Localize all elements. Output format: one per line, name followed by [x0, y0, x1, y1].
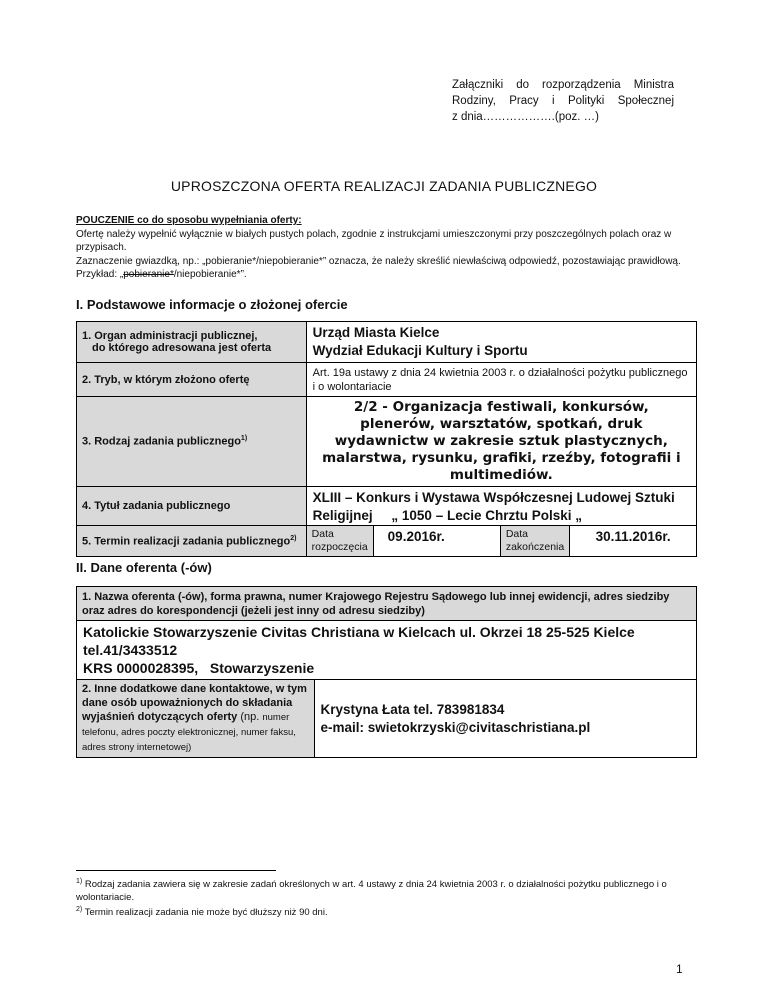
table-row: [77, 587, 697, 621]
section-2-title: II. Dane oferenta (-ów): [76, 560, 212, 575]
table-row: [77, 397, 697, 487]
task-type-label: 3. Rodzaj zadania publicznego$^{1)}$: [77, 397, 307, 487]
task-title-value: XLIII – Konkurs i Wystawa Współczesnej Ludowej Sztuki Religijnej „ 1050 – Lecie Chrztu Polski „: [306, 487, 696, 526]
footnote-1: $^{1)}$ Rodzaj zadania zawiera się w zakresie zadań określonych w art. 4 ustawy z dnia 24 kwietnia 2003 r. o działalności pożytku publicznego i o wolontariacie.: [76, 878, 667, 903]
mode-label: 2. Tryb, w którym złożono ofertę: [77, 363, 307, 397]
offeror-table: [76, 586, 697, 758]
annex-note-line-3: z dnia……………….(poz. …): [452, 111, 599, 123]
page-number: 1: [676, 962, 683, 976]
strikethrough-example: pobieranie*: [123, 269, 174, 280]
table-row: [77, 526, 697, 557]
instructions-paragraph-2: Zaznaczenie gwiazdką, np.: „pobieranie*/niepobieranie*” oznacza, że należy skreślić niewłaściwą odpowiedź, pozostawiając prawidłową. Przykład: „pobieranie*/niepobieranie*”.: [76, 255, 681, 280]
document-title: UPROSZCZONA OFERTA REALIZACJI ZADANIA PUBLICZNEGO: [170, 178, 598, 194]
regulation-annex-note: [452, 77, 674, 125]
footnotes: [76, 874, 696, 920]
table-row: [77, 322, 697, 363]
annex-note-line-2: Rodziny, Pracy i Polityki Społecznej: [452, 95, 674, 107]
footnote-2: $^{2)}$ Termin realizacji zadania nie może być dłuższy niż 90 dni.: [76, 906, 328, 919]
end-date-label: Data zakończenia: [500, 526, 569, 557]
annex-note-line-1: Załączniki do rozporządzenia Ministra: [452, 79, 674, 91]
end-date-value: 30.11.2016r.: [570, 526, 697, 557]
basic-info-table: [76, 321, 697, 557]
footnote-divider: [76, 870, 276, 871]
offeror-name-value: Katolickie Stowarzyszenie Civitas Christiana w Kielcach ul. Okrzei 18 25-525 Kielce tel.41/3433512 KRS 0000028395, Stowarzyszenie: [77, 621, 697, 680]
term-label: 5. Termin realizacji zadania publicznego$^{2)}$: [77, 526, 307, 557]
table-row: [77, 487, 697, 526]
contact-value: Krystyna Łata tel. 783981834 e-mail: swietokrzyski@civitaschristiana.pl: [314, 680, 697, 758]
mode-value: Art. 19a ustawy z dnia 24 kwietnia 2003 r. o działalności pożytku publicznego i o wolontariacie: [306, 363, 696, 397]
instructions-paragraph-1: Ofertę należy wypełnić wyłącznie w białych pustych polach, zgodnie z instrukcjami umieszczonymi przy poszczególnych polach oraz w przypisach.: [76, 228, 672, 253]
organ-value: Urząd Miasta Kielce Wydział Edukacji Kultury i Sportu: [306, 322, 696, 363]
start-date-label: Data rozpoczęcia: [306, 526, 373, 557]
table-row: [77, 363, 697, 397]
task-type-value: 2/2 - Organizacja festiwali, konkursów, plenerów, warsztatów, spotkań, druk wydawnictw w zakresie sztuk plastycznych, malarstwa, rysunku, grafiki, rzeźby, fotografii i multimediów.: [306, 397, 696, 487]
section-1-title: I. Podstawowe informacje o złożonej ofercie: [76, 297, 348, 312]
offeror-name-label: 1. Nazwa oferenta (-ów), forma prawna, numer Krajowego Rejestru Sądowego lub innej ewidencji, adres siedziby oraz adres do korespondencji (jeżeli jest inny od adresu siedziby): [77, 587, 697, 621]
table-row: [77, 621, 697, 680]
instructions-heading: POUCZENIE co do sposobu wypełniania oferty:: [76, 215, 302, 226]
task-title-label: 4. Tytuł zadania publicznego: [77, 487, 307, 526]
contact-label: 2. Inne dodatkowe dane kontaktowe, w tym dane osób upoważnionych do składania wyjaśnień dotyczących oferty (np. numer telefonu, adres poczty elektronicznej, numer faksu, adres strony internetowej): [77, 680, 315, 758]
table-row: [77, 680, 697, 758]
organ-label: 1. Organ administracji publicznej, do którego adresowana jest oferta: [77, 322, 307, 363]
instructions-block: [76, 214, 696, 282]
start-date-value: 09.2016r.: [373, 526, 500, 557]
